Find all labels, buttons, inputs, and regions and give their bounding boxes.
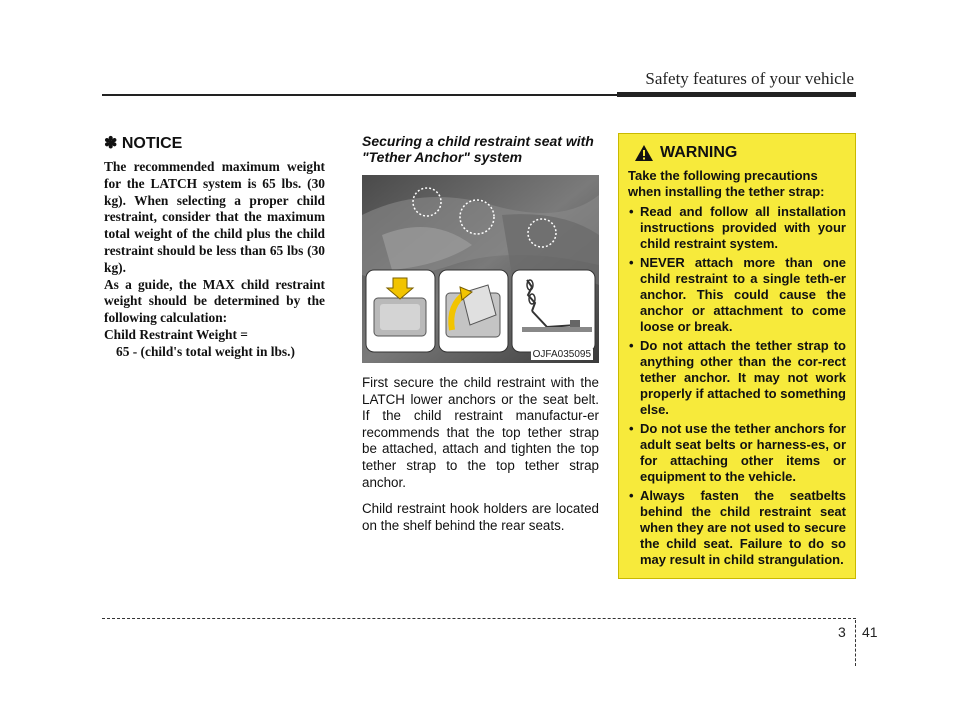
- section-title: Securing a child restraint seat with "Tether Anchor" system: [362, 133, 594, 165]
- warning-item: • NEVER attach more than one child restraint to a single teth-er anchor. This could cause the anchor or attachment to come loose or break.: [628, 255, 846, 335]
- notice-paragraph: Child Restraint Weight =: [104, 326, 248, 342]
- chapter-number: 3: [838, 624, 846, 640]
- warning-list: [628, 204, 846, 568]
- warning-title: WARNING: [660, 144, 738, 161]
- tether-anchor-section: [362, 133, 599, 544]
- warning-item: • Read and follow all installation instructions provided with your child restraint system.: [628, 204, 846, 252]
- notice-title: ✽ NOTICE: [104, 135, 183, 152]
- notice-paragraph: As a guide, the MAX child restraint weight should be determined by the following calculation:: [104, 276, 325, 326]
- rear-shelf-photo: [362, 175, 599, 363]
- warning-intro: Take the following precautions when installing the tether strap:: [628, 168, 825, 199]
- warning-item: • Do not attach the tether strap to anything other than the cor-rect tether anchor. It may not work properly if attached to something else.: [628, 338, 846, 418]
- tether-anchor-figure: [362, 175, 599, 363]
- notice-section: [104, 133, 325, 361]
- notice-paragraph: The recommended maximum weight for the LATCH system is 65 lbs. (30 kg). When selecting a proper child restraint, consider that the maximum total weight of the child plus the child restraint should be less than 65 lbs (30 kg).: [104, 159, 325, 275]
- section-paragraph: Child restraint hook holders are located on the shelf behind the rear seats.: [362, 501, 599, 533]
- warning-triangle-icon: [634, 144, 654, 162]
- warning-box: [618, 133, 856, 579]
- warning-item: • Do not use the tether anchors for adult seat belts or harness-es, or for attaching other items or equipment to the vehicle.: [628, 421, 846, 485]
- notice-formula: 65 - (child's total weight in lbs.): [116, 343, 295, 359]
- inset-tether-hook: [512, 270, 595, 352]
- header-rule-accent: [617, 92, 856, 97]
- footer-separator: [855, 620, 856, 666]
- section-paragraph: First secure the child restraint with the LATCH lower anchors or the seat belt. If the child restraint manufactur-er recommends that the top tether strap be attached, attach and tighten the top tether strap to the top tether strap anchor.: [362, 375, 599, 490]
- notice-body: [104, 159, 325, 361]
- inset-anchor-cover: [366, 270, 435, 352]
- warning-item: • Always fasten the seatbelts behind the child restraint seat when they are not used to secure the child seat. Failure to do so may result in child strangulation.: [628, 488, 846, 568]
- inset-anchor-open: [439, 270, 508, 352]
- header-title: Safety features of your vehicle: [645, 69, 854, 88]
- footer-rule: [102, 618, 856, 619]
- page-number: 41: [862, 624, 878, 640]
- warning-header: [628, 144, 846, 162]
- figure-label: OJFA035095: [532, 349, 591, 360]
